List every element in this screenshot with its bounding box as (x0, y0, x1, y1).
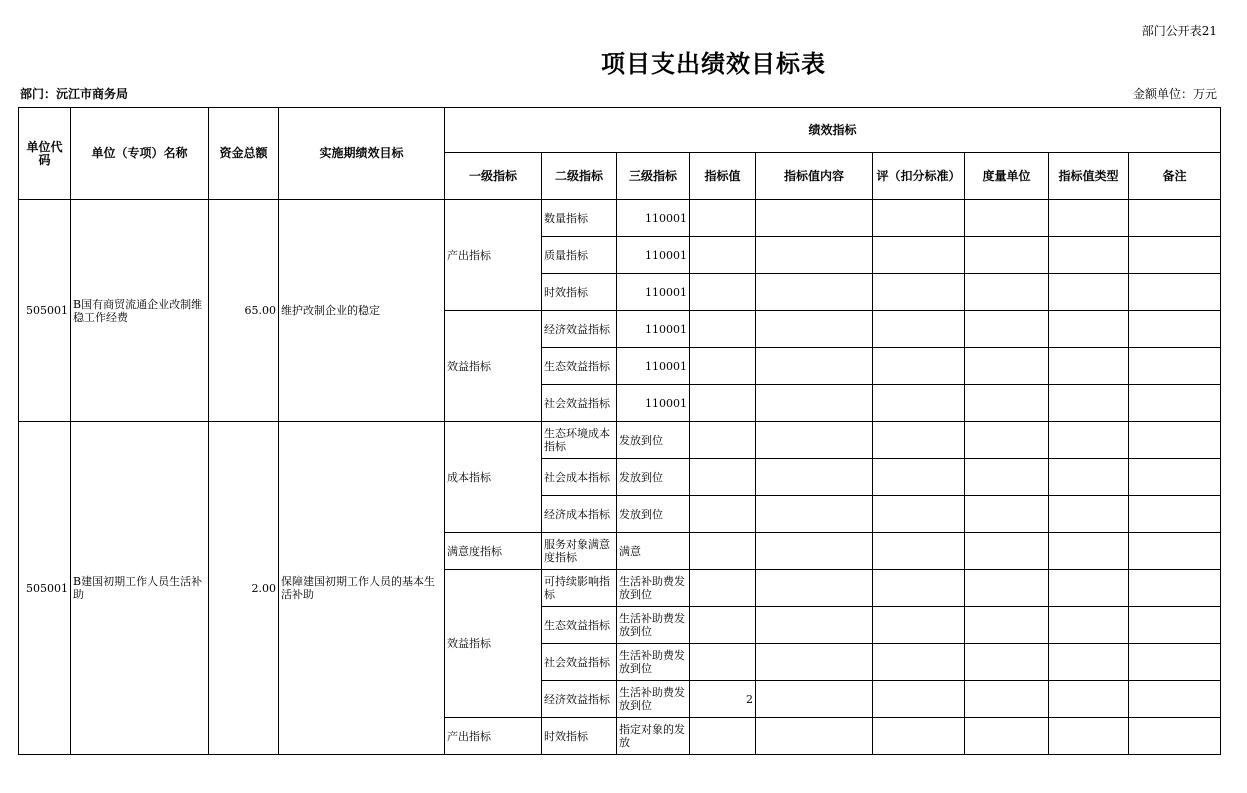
scoring-cell (873, 274, 965, 311)
value-content-cell (756, 385, 873, 422)
scoring-cell (873, 385, 965, 422)
indicator-value-cell (690, 385, 756, 422)
level2-cell: 社会效益指标 (542, 644, 617, 681)
measure-unit-cell (965, 274, 1049, 311)
level2-cell: 生态效益指标 (542, 348, 617, 385)
measure-unit-cell (965, 570, 1049, 607)
indicator-value-cell (690, 200, 756, 237)
value-content-cell (756, 644, 873, 681)
value-type-cell (1049, 422, 1129, 459)
value-type-cell (1049, 459, 1129, 496)
value-content-cell (756, 237, 873, 274)
value-content-cell (756, 311, 873, 348)
page-title: 项目支出绩效目标表 (601, 50, 826, 78)
goal-cell: 维护改制企业的稳定 (279, 200, 445, 422)
remark-cell (1129, 607, 1221, 644)
level3-cell: 指定对象的发放 (617, 718, 690, 755)
level3-cell: 110001 (617, 311, 690, 348)
value-content-cell (756, 681, 873, 718)
value-type-cell (1049, 644, 1129, 681)
header-measure-unit: 度量单位 (965, 153, 1049, 200)
header-total-funds: 资金总额 (209, 108, 279, 200)
value-type-cell (1049, 607, 1129, 644)
measure-unit-cell (965, 607, 1049, 644)
indicator-value-cell (690, 718, 756, 755)
level3-cell: 110001 (617, 348, 690, 385)
remark-cell (1129, 422, 1221, 459)
level3-cell: 生活补助费发放到位 (617, 607, 690, 644)
level2-cell: 时效指标 (542, 274, 617, 311)
value-content-cell (756, 607, 873, 644)
header-indicator-value: 指标值 (690, 153, 756, 200)
indicator-value-cell (690, 274, 756, 311)
measure-unit-cell (965, 348, 1049, 385)
amount-unit-label: 金额单位：万元 (1132, 87, 1217, 101)
indicator-value-cell (690, 644, 756, 681)
measure-unit-cell (965, 200, 1049, 237)
remark-cell (1129, 570, 1221, 607)
remark-cell (1129, 348, 1221, 385)
remark-cell (1129, 274, 1221, 311)
remark-cell (1129, 385, 1221, 422)
measure-unit-cell (965, 644, 1049, 681)
department-label: 部门：沅江市商务局 (20, 87, 129, 101)
scoring-cell (873, 718, 965, 755)
scoring-cell (873, 644, 965, 681)
header-performance-indicators: 绩效指标 (445, 108, 1221, 153)
value-type-cell (1049, 237, 1129, 274)
amount-cell: 65.00 (209, 200, 279, 422)
unit-code-cell: 505001 (19, 422, 71, 755)
value-content-cell (756, 459, 873, 496)
value-type-cell (1049, 533, 1129, 570)
goal-cell: 保障建国初期工作人员的基本生活补助 (279, 422, 445, 755)
header-scoring: 评（扣分标准） (873, 153, 965, 200)
level3-cell: 生活补助费发放到位 (617, 570, 690, 607)
level1-cell: 成本指标 (445, 422, 542, 533)
measure-unit-cell (965, 496, 1049, 533)
value-type-cell (1049, 274, 1129, 311)
value-content-cell (756, 274, 873, 311)
table-row (19, 422, 1221, 459)
indicator-value-cell: 2 (690, 681, 756, 718)
indicator-value-cell (690, 237, 756, 274)
level3-cell: 110001 (617, 200, 690, 237)
indicator-value-cell (690, 607, 756, 644)
level2-cell: 社会成本指标 (542, 459, 617, 496)
measure-unit-cell (965, 311, 1049, 348)
level2-cell: 质量指标 (542, 237, 617, 274)
scoring-cell (873, 459, 965, 496)
measure-unit-cell (965, 718, 1049, 755)
measure-unit-cell (965, 385, 1049, 422)
value-type-cell (1049, 496, 1129, 533)
header-level1: 一级指标 (445, 153, 542, 200)
scoring-cell (873, 570, 965, 607)
level1-cell: 效益指标 (445, 570, 542, 718)
header-value-content: 指标值内容 (756, 153, 873, 200)
measure-unit-cell (965, 237, 1049, 274)
level3-cell: 生活补助费发放到位 (617, 681, 690, 718)
unit-name-cell: B国有商贸流通企业改制维稳工作经费 (71, 200, 209, 422)
scoring-cell (873, 422, 965, 459)
indicator-value-cell (690, 459, 756, 496)
remark-cell (1129, 644, 1221, 681)
value-type-cell (1049, 681, 1129, 718)
remark-cell (1129, 718, 1221, 755)
level1-cell: 满意度指标 (445, 533, 542, 570)
remark-cell (1129, 311, 1221, 348)
level2-cell: 服务对象满意度指标 (542, 533, 617, 570)
value-type-cell (1049, 718, 1129, 755)
scoring-cell (873, 533, 965, 570)
scoring-cell (873, 348, 965, 385)
scoring-cell (873, 607, 965, 644)
indicator-value-cell (690, 496, 756, 533)
level2-cell: 经济效益指标 (542, 311, 617, 348)
value-content-cell (756, 200, 873, 237)
level1-cell: 效益指标 (445, 311, 542, 422)
indicator-value-cell (690, 311, 756, 348)
value-type-cell (1049, 385, 1129, 422)
level3-cell: 110001 (617, 237, 690, 274)
level1-cell: 产出指标 (445, 718, 542, 755)
level3-cell: 110001 (617, 274, 690, 311)
unit-name-cell: B建国初期工作人员生活补助 (71, 422, 209, 755)
remark-cell (1129, 496, 1221, 533)
value-content-cell (756, 533, 873, 570)
level1-cell: 产出指标 (445, 200, 542, 311)
scoring-cell (873, 496, 965, 533)
unit-code-cell: 505001 (19, 200, 71, 422)
level2-cell: 数量指标 (542, 200, 617, 237)
value-type-cell (1049, 311, 1129, 348)
measure-unit-cell (965, 459, 1049, 496)
level3-cell: 满意 (617, 533, 690, 570)
table-body (19, 200, 1221, 755)
value-content-cell (756, 570, 873, 607)
header-level3: 三级指标 (617, 153, 690, 200)
level3-cell: 发放到位 (617, 422, 690, 459)
level2-cell: 社会效益指标 (542, 385, 617, 422)
indicator-value-cell (690, 533, 756, 570)
measure-unit-cell (965, 422, 1049, 459)
level3-cell: 生活补助费发放到位 (617, 644, 690, 681)
value-type-cell (1049, 348, 1129, 385)
header-goal: 实施期绩效目标 (279, 108, 445, 200)
remark-cell (1129, 533, 1221, 570)
level2-cell: 时效指标 (542, 718, 617, 755)
level2-cell: 经济成本指标 (542, 496, 617, 533)
level3-cell: 发放到位 (617, 459, 690, 496)
level3-cell: 发放到位 (617, 496, 690, 533)
value-content-cell (756, 348, 873, 385)
header-unit-name: 单位（专项）名称 (71, 108, 209, 200)
remark-cell (1129, 681, 1221, 718)
table-row (19, 200, 1221, 237)
remark-cell (1129, 459, 1221, 496)
value-content-cell (756, 422, 873, 459)
level2-cell: 可持续影响指标 (542, 570, 617, 607)
remark-cell (1129, 200, 1221, 237)
scoring-cell (873, 681, 965, 718)
scoring-cell (873, 200, 965, 237)
performance-target-table (18, 107, 1221, 755)
value-type-cell (1049, 570, 1129, 607)
scoring-cell (873, 311, 965, 348)
amount-cell: 2.00 (209, 422, 279, 755)
scoring-cell (873, 237, 965, 274)
measure-unit-cell (965, 533, 1049, 570)
value-type-cell (1049, 200, 1129, 237)
value-content-cell (756, 496, 873, 533)
level2-cell: 经济效益指标 (542, 681, 617, 718)
level3-cell: 110001 (617, 385, 690, 422)
header-remark: 备注 (1129, 153, 1221, 200)
indicator-value-cell (690, 422, 756, 459)
remark-cell (1129, 237, 1221, 274)
header-level2: 二级指标 (542, 153, 617, 200)
header-value-type: 指标值类型 (1049, 153, 1129, 200)
header-unit-code: 单位代码 (19, 108, 71, 200)
indicator-value-cell (690, 348, 756, 385)
level2-cell: 生态环境成本指标 (542, 422, 617, 459)
value-content-cell (756, 718, 873, 755)
measure-unit-cell (965, 681, 1049, 718)
level2-cell: 生态效益指标 (542, 607, 617, 644)
indicator-value-cell (690, 570, 756, 607)
form-number: 部门公开表21 (1141, 24, 1217, 38)
